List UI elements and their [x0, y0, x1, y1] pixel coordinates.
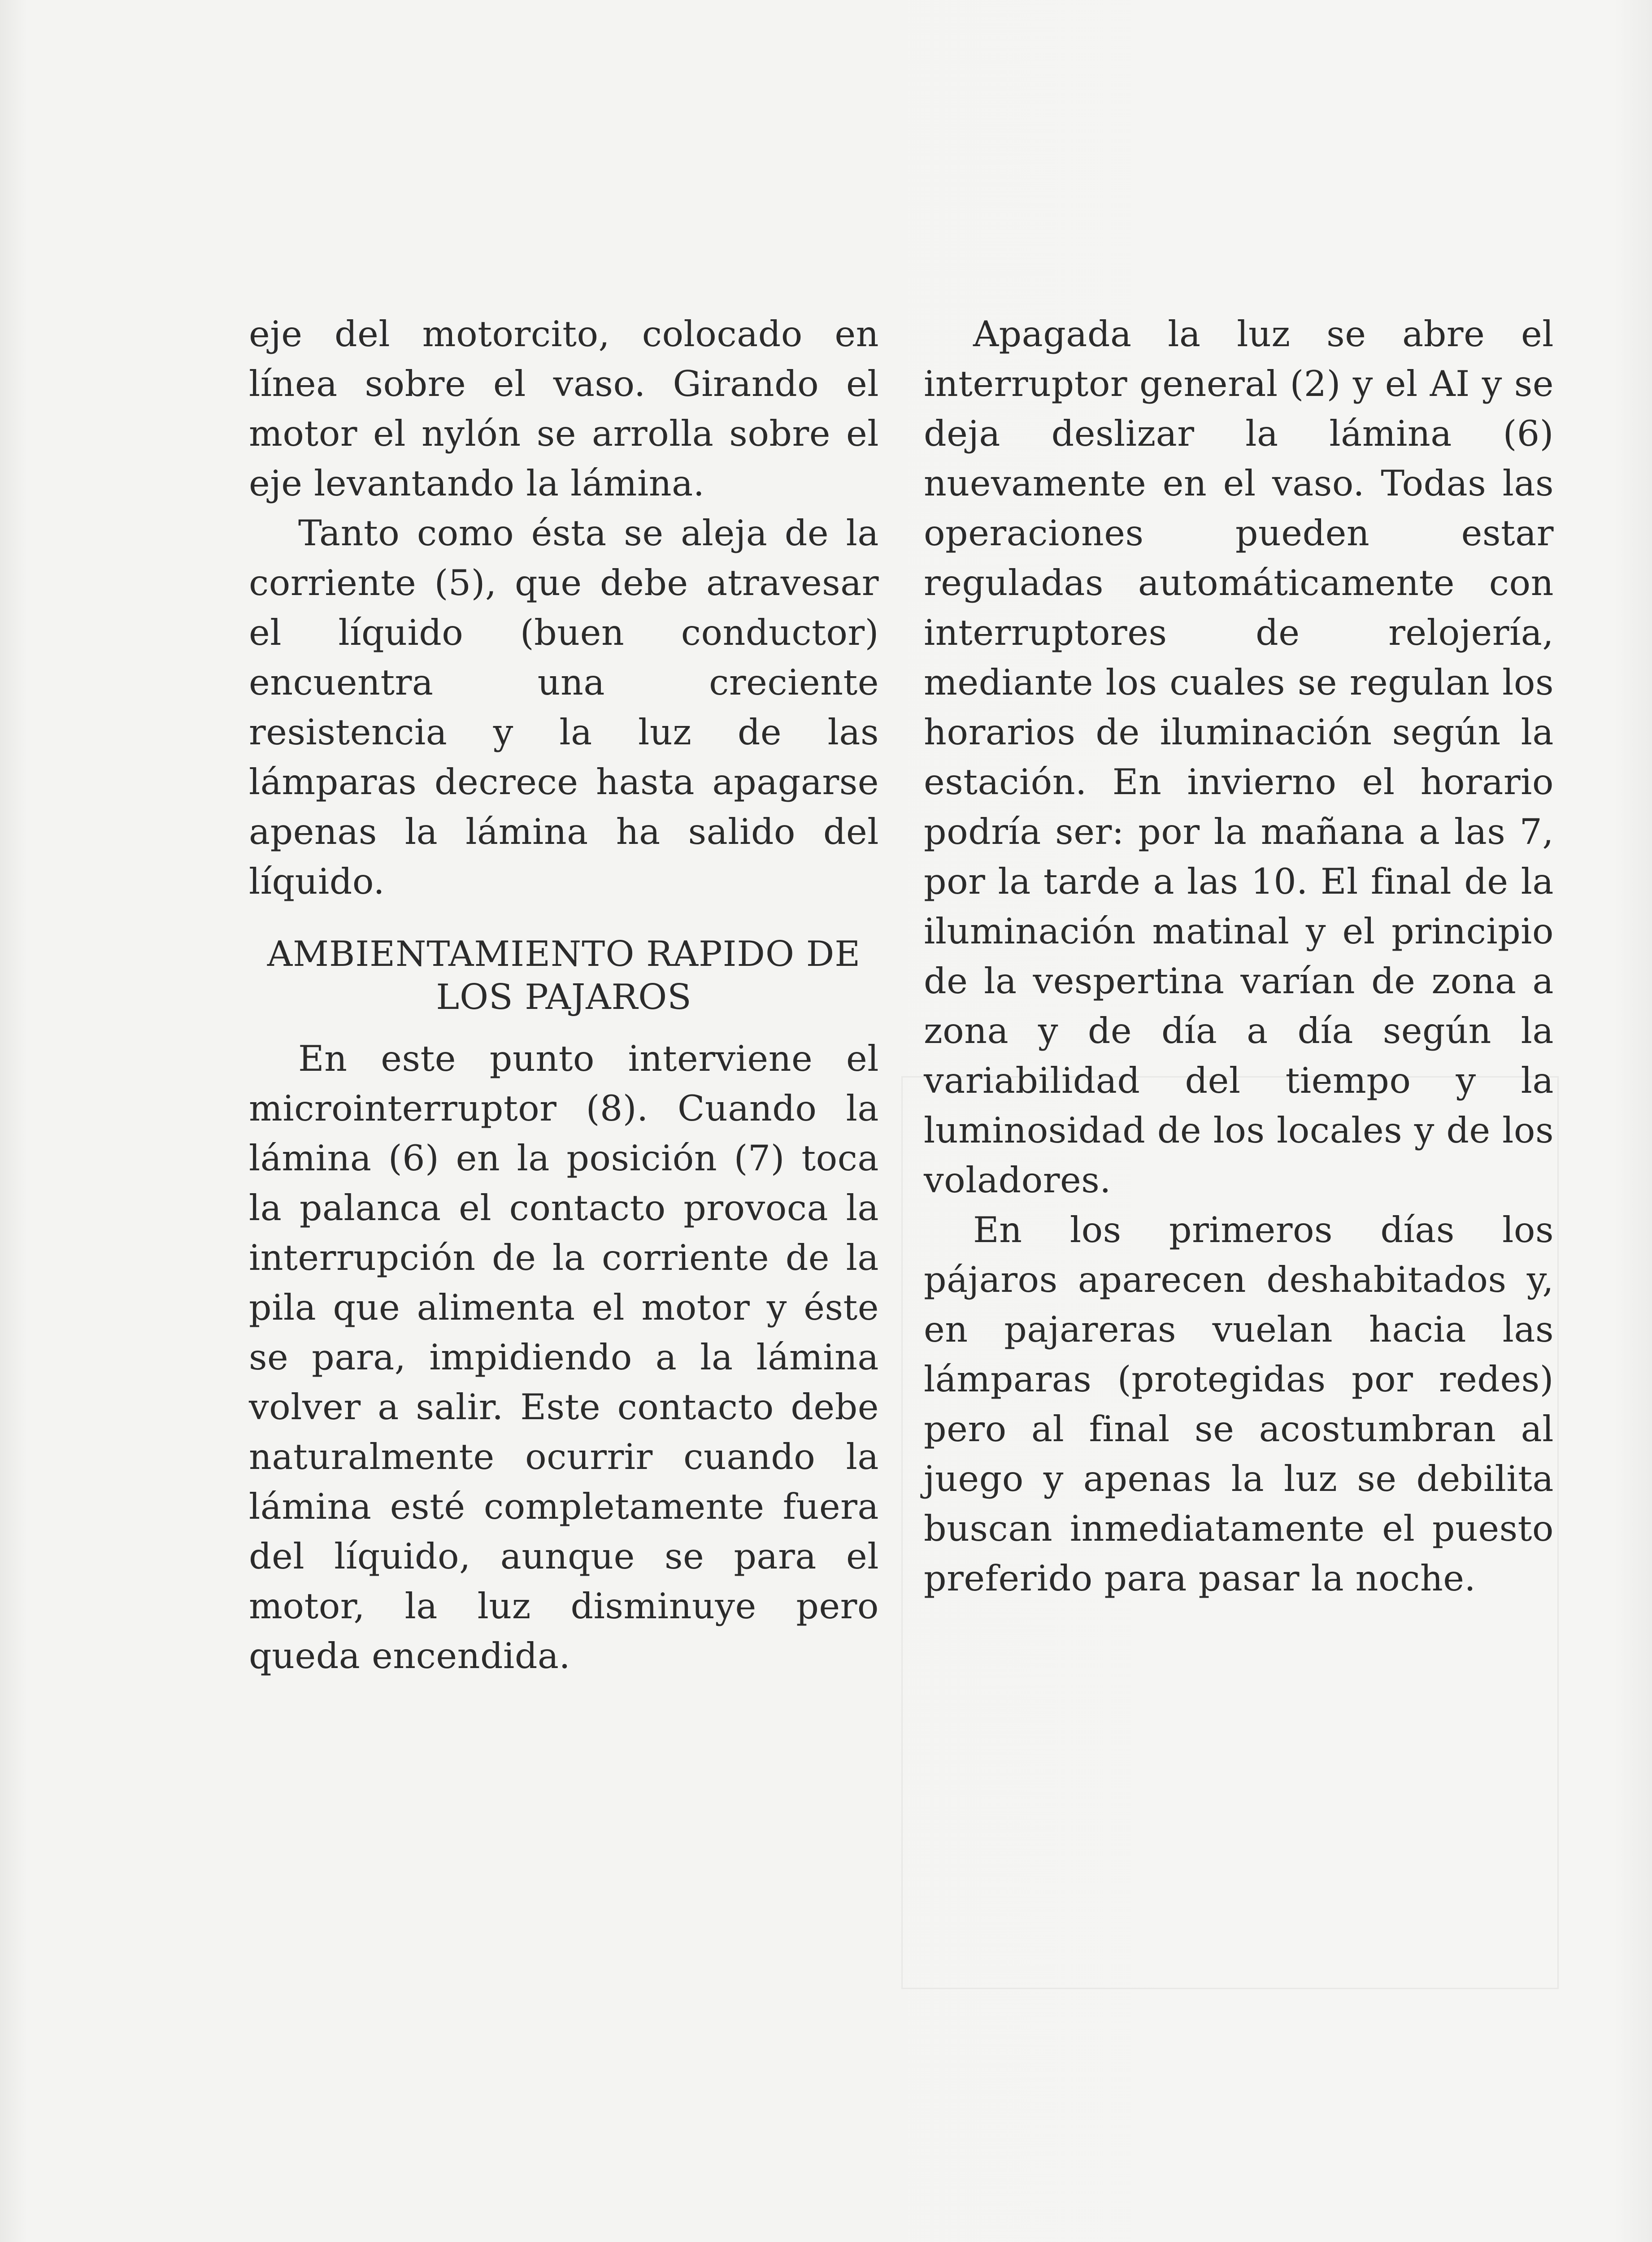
right-paragraph-1: Apagada la luz se abre el interruptor general (2) y el AI y se deja deslizar la lámina (6) nuevamente en el vaso. Todas las operaciones pueden estar reguladas automáticamente con interruptores de relojería, mediante los cuales se regulan los horarios de iluminación según la estación. En invierno el horario podría ser: por la mañana a las 7, por la tarde a las 10. El final de la iluminación matinal y el principio de la vespertina varían de zona a zona y de día a día según la variabilidad del tiempo y la luminosidad de los locales y de los voladores.: [924, 313, 1554, 1201]
section-heading-line-1: AMBIENTAMIENTO RAPIDO DE: [267, 934, 861, 974]
right-column: [924, 309, 1554, 1603]
left-paragraph-1: eje del motorcito, colocado en línea sobre el vaso. Girando el motor el nylón se arrolla sobre el eje levantando la lámina.: [249, 313, 879, 504]
left-paragraph-2: Tanto como ésta se aleja de la corriente (5), que debe atravesar el líquido (buen conductor) encuentra una creciente resistencia y la luz de las lámparas decrece hasta apagarse apenas la lámina ha salido del líquido.: [249, 513, 879, 902]
section-heading: [249, 933, 879, 1019]
section-heading-line-2: LOS PAJAROS: [436, 977, 692, 1017]
left-column: [249, 309, 879, 1681]
left-paragraph-3: En este punto interviene el microinterruptor (8). Cuando la lámina (6) en la posición (7) toca la palanca el contacto provoca la interrupción de la corriente de la pila que alimenta el motor y éste se para, impidiendo a la lámina volver a salir. Este contacto debe naturalmente ocurrir cuando la lámina esté completamente fuera del líquido, aunque se para el motor, la luz disminuye pero queda encendida.: [249, 1038, 879, 1677]
right-paragraph-2: En los primeros días los pájaros aparecen deshabitados y, en pajareras vuelan hacia las lámparas (protegidas por redes) pero al final se acostumbran al juego y apenas la luz se debilita buscan inmediatamente el puesto preferido para pasar la noche.: [924, 1209, 1554, 1599]
